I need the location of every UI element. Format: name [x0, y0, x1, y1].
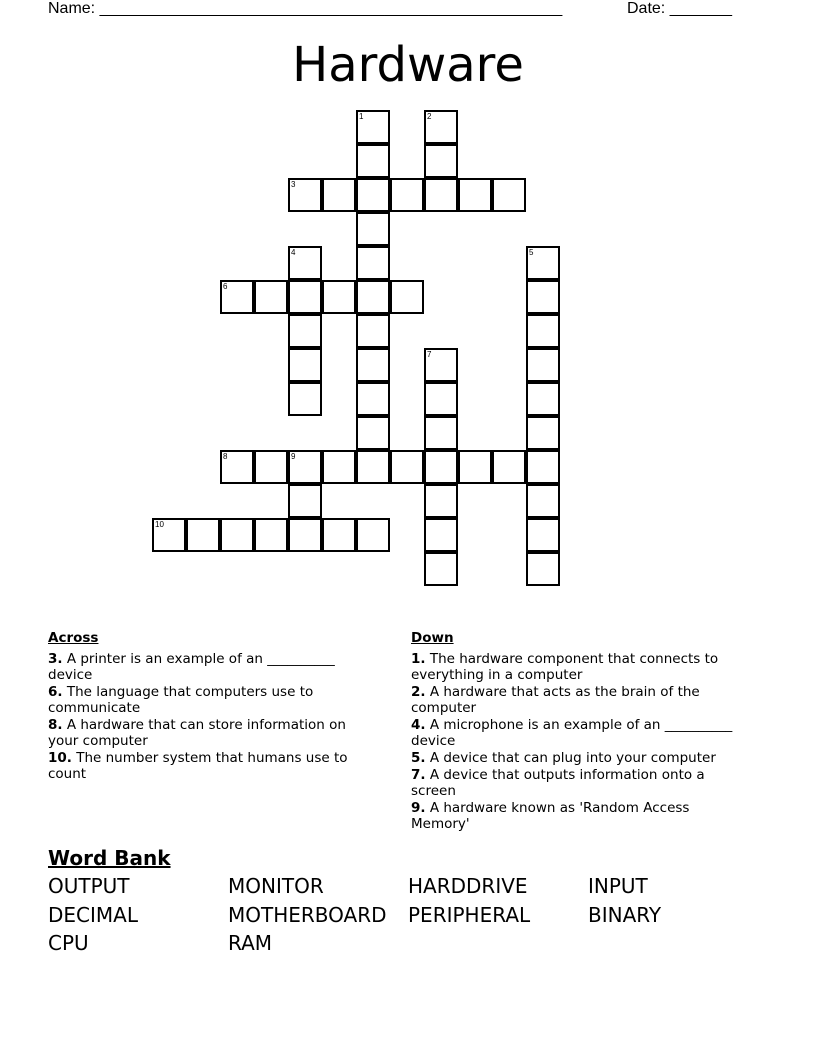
- crossword-cell[interactable]: [424, 144, 458, 178]
- clue-number: 3: [291, 180, 296, 189]
- crossword-cell[interactable]: [220, 450, 254, 484]
- clue-number: 8: [223, 452, 228, 461]
- clue-number-label: 7.: [411, 767, 426, 783]
- crossword-cell[interactable]: [526, 348, 560, 382]
- crossword-cell[interactable]: [526, 552, 560, 586]
- crossword-cell[interactable]: [288, 518, 322, 552]
- crossword-cell[interactable]: [322, 450, 356, 484]
- clue-number: 5: [529, 248, 534, 257]
- crossword-cell[interactable]: [424, 178, 458, 212]
- crossword-cell[interactable]: [356, 178, 390, 212]
- crossword-cell[interactable]: [356, 450, 390, 484]
- clue-number: 6: [223, 282, 228, 291]
- across-heading: Across: [48, 630, 99, 646]
- across-clue: [48, 651, 378, 683]
- crossword-cell[interactable]: [424, 552, 458, 586]
- crossword-cell[interactable]: [424, 348, 458, 382]
- crossword-cell[interactable]: [322, 280, 356, 314]
- down-clue: [411, 717, 751, 749]
- crossword-cell[interactable]: [322, 518, 356, 552]
- clue-number-label: 6.: [48, 684, 63, 700]
- crossword-cell[interactable]: [356, 518, 390, 552]
- down-clues: [411, 630, 751, 833]
- crossword-cell[interactable]: [356, 348, 390, 382]
- crossword-cell[interactable]: [288, 178, 322, 212]
- crossword-cell[interactable]: [458, 178, 492, 212]
- crossword-cell[interactable]: [322, 178, 356, 212]
- crossword-cell[interactable]: [390, 450, 424, 484]
- clue-number-label: 4.: [411, 717, 426, 733]
- crossword-cell[interactable]: [186, 518, 220, 552]
- crossword-cell[interactable]: [424, 450, 458, 484]
- clue-number-label: 8.: [48, 717, 63, 733]
- crossword-cell[interactable]: [526, 314, 560, 348]
- crossword-cell[interactable]: [288, 246, 322, 280]
- clue-number: 9: [291, 452, 296, 461]
- down-clue: [411, 750, 751, 766]
- page-title: Hardware: [292, 37, 524, 93]
- crossword-cell[interactable]: [356, 212, 390, 246]
- crossword-cell[interactable]: [424, 518, 458, 552]
- word-bank-word: MOTHERBOARD: [228, 903, 387, 927]
- across-clue: [48, 684, 378, 716]
- crossword-cell[interactable]: [356, 280, 390, 314]
- crossword-cell[interactable]: [356, 144, 390, 178]
- crossword-cell[interactable]: [356, 416, 390, 450]
- word-bank-word: OUTPUT: [48, 874, 130, 898]
- crossword-cell[interactable]: [288, 280, 322, 314]
- clue-number-label: 2.: [411, 684, 426, 700]
- clue-number-label: 10.: [48, 750, 72, 766]
- crossword-cell[interactable]: [288, 382, 322, 416]
- down-heading: Down: [411, 630, 454, 646]
- crossword-cell[interactable]: [220, 280, 254, 314]
- crossword-cell[interactable]: [152, 518, 186, 552]
- crossword-cell[interactable]: [526, 246, 560, 280]
- crossword-cell[interactable]: [356, 110, 390, 144]
- clue-number: 10: [155, 520, 164, 529]
- crossword-cell[interactable]: [458, 450, 492, 484]
- crossword-cell[interactable]: [526, 450, 560, 484]
- crossword-cell[interactable]: [220, 518, 254, 552]
- crossword-cell[interactable]: [390, 178, 424, 212]
- crossword-cell[interactable]: [356, 246, 390, 280]
- crossword-cell[interactable]: [424, 382, 458, 416]
- word-bank-title: Word Bank: [48, 846, 171, 870]
- word-bank-word: BINARY: [588, 903, 662, 927]
- across-clue: [48, 717, 378, 749]
- date-field[interactable]: Date: _______: [627, 0, 732, 17]
- crossword-cell[interactable]: [254, 518, 288, 552]
- clue-number-label: 9.: [411, 800, 426, 816]
- down-clue: [411, 651, 751, 683]
- crossword-cell[interactable]: [526, 416, 560, 450]
- word-bank-word: RAM: [228, 931, 273, 955]
- crossword-cell[interactable]: [526, 518, 560, 552]
- clue-number-label: 1.: [411, 651, 426, 667]
- clue-text: A hardware that can store information on your computer: [48, 717, 346, 749]
- crossword-cell[interactable]: [254, 280, 288, 314]
- word-bank-word: PERIPHERAL: [408, 903, 531, 927]
- clue-number: 4: [291, 248, 296, 257]
- clue-text: The language that computers use to communicate: [48, 684, 314, 716]
- crossword-cell[interactable]: [424, 110, 458, 144]
- across-clue: [48, 750, 378, 782]
- word-bank-word: HARDDRIVE: [408, 874, 528, 898]
- clue-number: 1: [359, 112, 364, 121]
- down-clue: [411, 767, 751, 799]
- clue-text: A device that outputs information onto a screen: [411, 767, 705, 799]
- crossword-cell[interactable]: [390, 280, 424, 314]
- crossword-cell[interactable]: [254, 450, 288, 484]
- crossword-cell[interactable]: [288, 314, 322, 348]
- word-bank-word: DECIMAL: [48, 903, 138, 927]
- clue-text: A device that can plug into your computer: [425, 750, 716, 766]
- clue-text: A printer is an example of an __________ device: [48, 651, 335, 683]
- crossword-cell[interactable]: [356, 314, 390, 348]
- crossword-cell[interactable]: [424, 416, 458, 450]
- clue-text: A microphone is an example of an __________ device: [411, 717, 733, 749]
- crossword-cell[interactable]: [492, 450, 526, 484]
- clue-number-label: 5.: [411, 750, 426, 766]
- word-bank-word: INPUT: [588, 874, 648, 898]
- down-clue: [411, 684, 751, 716]
- clue-number: 7: [427, 350, 432, 359]
- clue-number-label: 3.: [48, 651, 63, 667]
- down-clue: [411, 800, 751, 832]
- crossword-cell[interactable]: [526, 484, 560, 518]
- word-bank-word: CPU: [48, 931, 89, 955]
- crossword-cell[interactable]: [288, 450, 322, 484]
- crossword-cell[interactable]: [356, 382, 390, 416]
- clue-text: A hardware that acts as the brain of the computer: [411, 684, 700, 716]
- clue-text: A hardware known as 'Random Access Memory': [411, 800, 690, 832]
- crossword-cell[interactable]: [424, 484, 458, 518]
- crossword-cell[interactable]: [526, 280, 560, 314]
- word-bank-word: MONITOR: [228, 874, 324, 898]
- crossword-cell[interactable]: [492, 178, 526, 212]
- crossword-cell[interactable]: [288, 348, 322, 382]
- crossword-cell[interactable]: [526, 382, 560, 416]
- clue-text: The hardware component that connects to everything in a computer: [411, 651, 719, 683]
- clue-number: 2: [427, 112, 432, 121]
- clue-text: The number system that humans use to count: [48, 750, 348, 782]
- crossword-cell[interactable]: [288, 484, 322, 518]
- name-field[interactable]: Name: ____________________________________________________: [48, 0, 563, 17]
- across-clues: [48, 630, 378, 783]
